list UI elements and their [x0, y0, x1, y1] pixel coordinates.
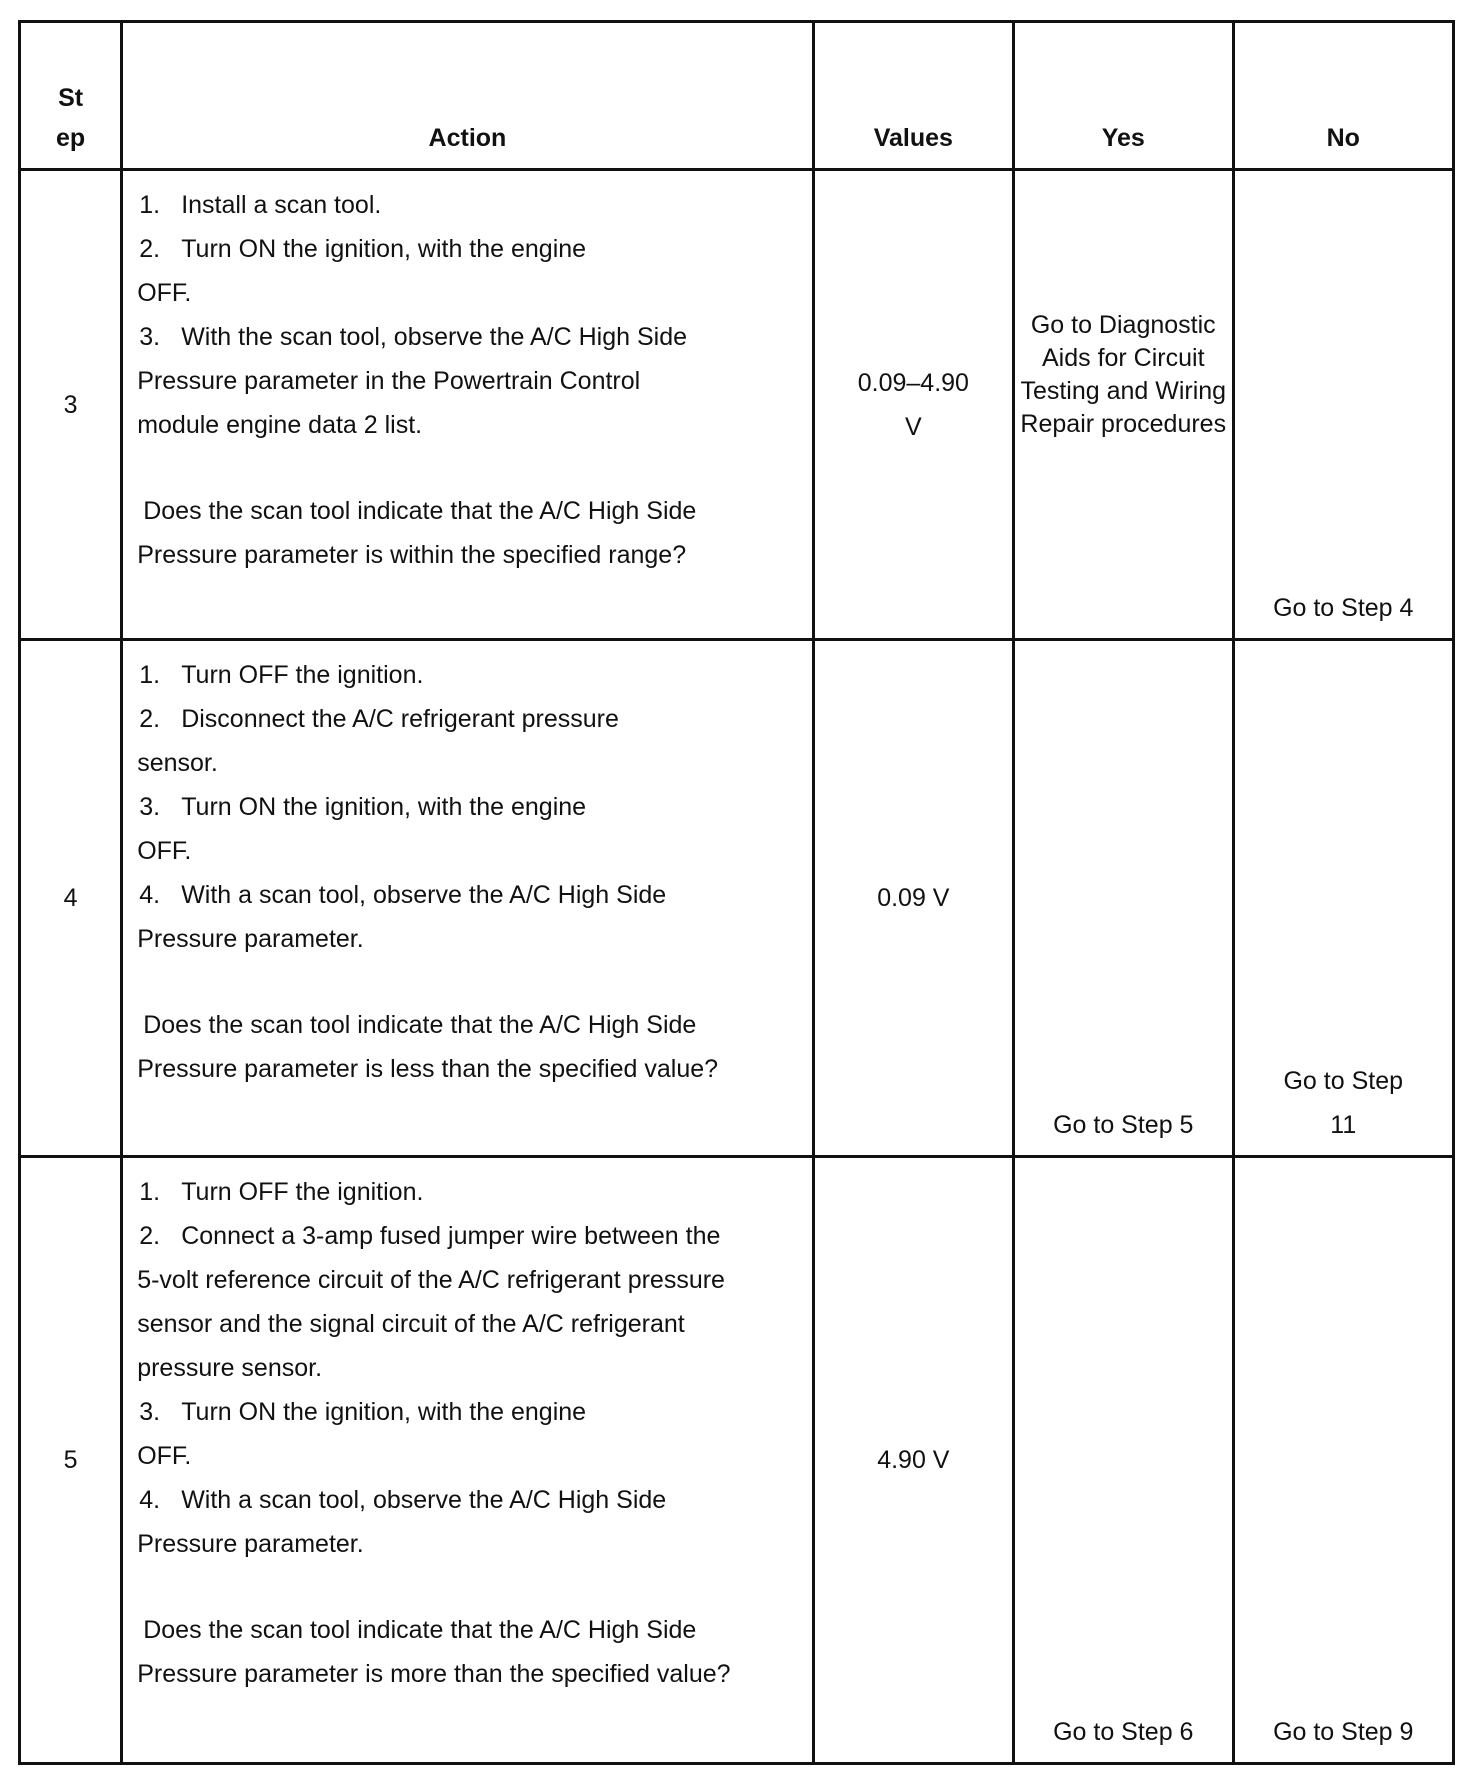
- action-cell: [122, 170, 813, 640]
- action-item: 2. Turn ON the ignition, with the engine OFF.: [137, 235, 587, 307]
- action-item: 1. Install a scan tool.: [139, 191, 382, 219]
- action-cell: [122, 1156, 813, 1763]
- action-item: 2. Connect a 3-amp fused jumper wire between the 5-volt reference circuit of the A/C refrigerant pressure sensor and the signal circuit of the A/C refrigerant pressure sensor.: [137, 1221, 725, 1382]
- action-cell: [122, 640, 813, 1156]
- action-item: 3. Turn ON the ignition, with the engine OFF.: [137, 793, 587, 866]
- action-item: 1. Turn OFF the ignition.: [139, 1177, 424, 1206]
- step-number: 5: [20, 1156, 122, 1763]
- header-row: [20, 22, 1454, 170]
- no-link[interactable]: Go to Step 4: [1233, 170, 1454, 640]
- question-text: Does the scan tool indicate that the A/C High Side Pressure parameter is less than the specified value?: [137, 1011, 719, 1084]
- table-row: [20, 170, 1454, 640]
- action-item: 3. With the scan tool, observe the A/C High Side Pressure parameter in the Powertrain Control module engine data 2 list.: [137, 323, 688, 439]
- action-item: 4. With a scan tool, observe the A/C High Side Pressure parameter.: [137, 1485, 667, 1558]
- diagnostic-table: [18, 20, 1455, 1765]
- question-text: Does the scan tool indicate that the A/C High Side Pressure parameter is within the specified range?: [137, 497, 697, 569]
- action-list: [137, 1170, 797, 1566]
- action-list: [137, 653, 797, 961]
- header-yes: Yes: [1014, 22, 1233, 170]
- no-link[interactable]: Go to Step 9: [1233, 1156, 1454, 1763]
- question-text: Does the scan tool indicate that the A/C High Side Pressure parameter is more than the specified value?: [137, 1615, 731, 1688]
- action-item: 1. Turn OFF the ignition.: [139, 661, 424, 690]
- header-values: Values: [813, 22, 1013, 170]
- table-row: [20, 1156, 1454, 1763]
- action-item: 2. Disconnect the A/C refrigerant pressure sensor.: [137, 705, 619, 778]
- table-row: [20, 640, 1454, 1156]
- action-item: 4. With a scan tool, observe the A/C High Side Pressure parameter.: [137, 881, 667, 954]
- no-link[interactable]: Go to Step 11: [1233, 640, 1454, 1156]
- yes-link[interactable]: Go to Diagnostic Aids for Circuit Testing and Wiring Repair procedures: [1014, 170, 1233, 640]
- yes-link[interactable]: Go to Step 5: [1014, 640, 1233, 1156]
- action-item: 3. Turn ON the ignition, with the engine OFF.: [137, 1397, 587, 1470]
- yes-link[interactable]: Go to Step 6: [1014, 1156, 1233, 1763]
- header-no: No: [1233, 22, 1454, 170]
- step-number: 4: [20, 640, 122, 1156]
- value-cell: 0.09–4.90 V: [813, 170, 1013, 640]
- header-step: St ep: [20, 22, 122, 170]
- value-cell: 0.09 V: [813, 640, 1013, 1156]
- value-cell: 4.90 V: [813, 1156, 1013, 1763]
- header-action: Action: [122, 22, 813, 170]
- action-list: [137, 183, 797, 447]
- step-number: 3: [20, 170, 122, 640]
